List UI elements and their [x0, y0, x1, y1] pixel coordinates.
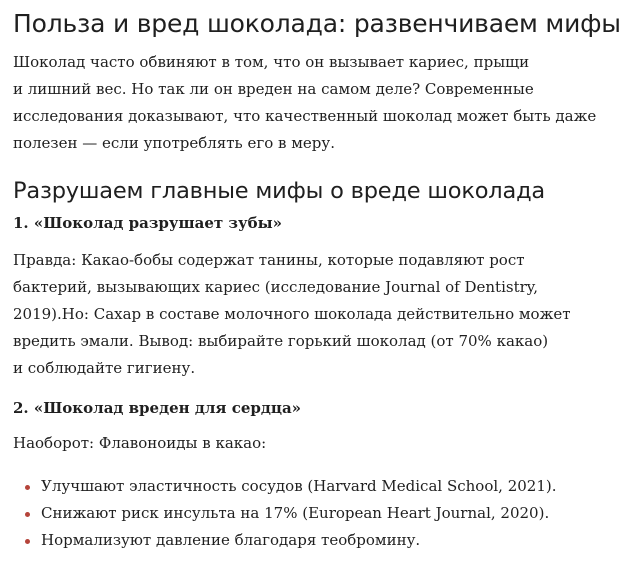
article-title: Польза и вред шоколада: развенчиваем мифы	[13, 9, 621, 38]
list-item: Снижают риск инсульта на 17% (European Heart Journal, 2020).	[13, 500, 633, 527]
intro-line: полезен — если употреблять его в меру.	[13, 134, 335, 152]
myth2-lead-text: Наоборот: Флавоноиды в какао:	[13, 434, 267, 452]
intro-line: и лишний вес. Но так ли он вреден на самом деле? Современные	[13, 80, 534, 98]
intro-line: исследования доказывают, что качественный шоколад может быть даже	[13, 107, 597, 125]
myth1-line: вредить эмали. Вывод: выбирайте горький шоколад (от 70% какао)	[13, 332, 549, 350]
myth2-lead	[13, 430, 633, 457]
intro-line: Шоколад часто обвиняют в том, что он вызывает кариес, прыщи	[13, 53, 530, 71]
myth1-paragraph	[13, 247, 633, 382]
myth1-line: 2019).Но: Сахар в составе молочного шоколада действительно может	[13, 305, 571, 323]
list-item: Улучшают эластичность сосудов (Harvard Medical School, 2021).	[13, 473, 633, 500]
intro-paragraph	[13, 49, 633, 157]
article	[13, 0, 633, 554]
myth1-line: бактерий, вызывающих кариес (исследование Journal of Dentistry,	[13, 278, 539, 296]
section-heading: Разрушаем главные мифы о вреде шоколада	[13, 178, 546, 204]
myth2-heading: 2. «Шоколад вреден для сердца»	[13, 399, 302, 417]
list-item: Нормализуют давление благодаря теобромину.	[13, 527, 633, 554]
myth1-line: и соблюдайте гигиену.	[13, 359, 196, 377]
myth1-heading: 1. «Шоколад разрушает зубы»	[13, 214, 282, 232]
benefits-list	[13, 473, 633, 554]
myth1-line: Правда: Какао-бобы содержат танины, которые подавляют рост	[13, 251, 525, 269]
